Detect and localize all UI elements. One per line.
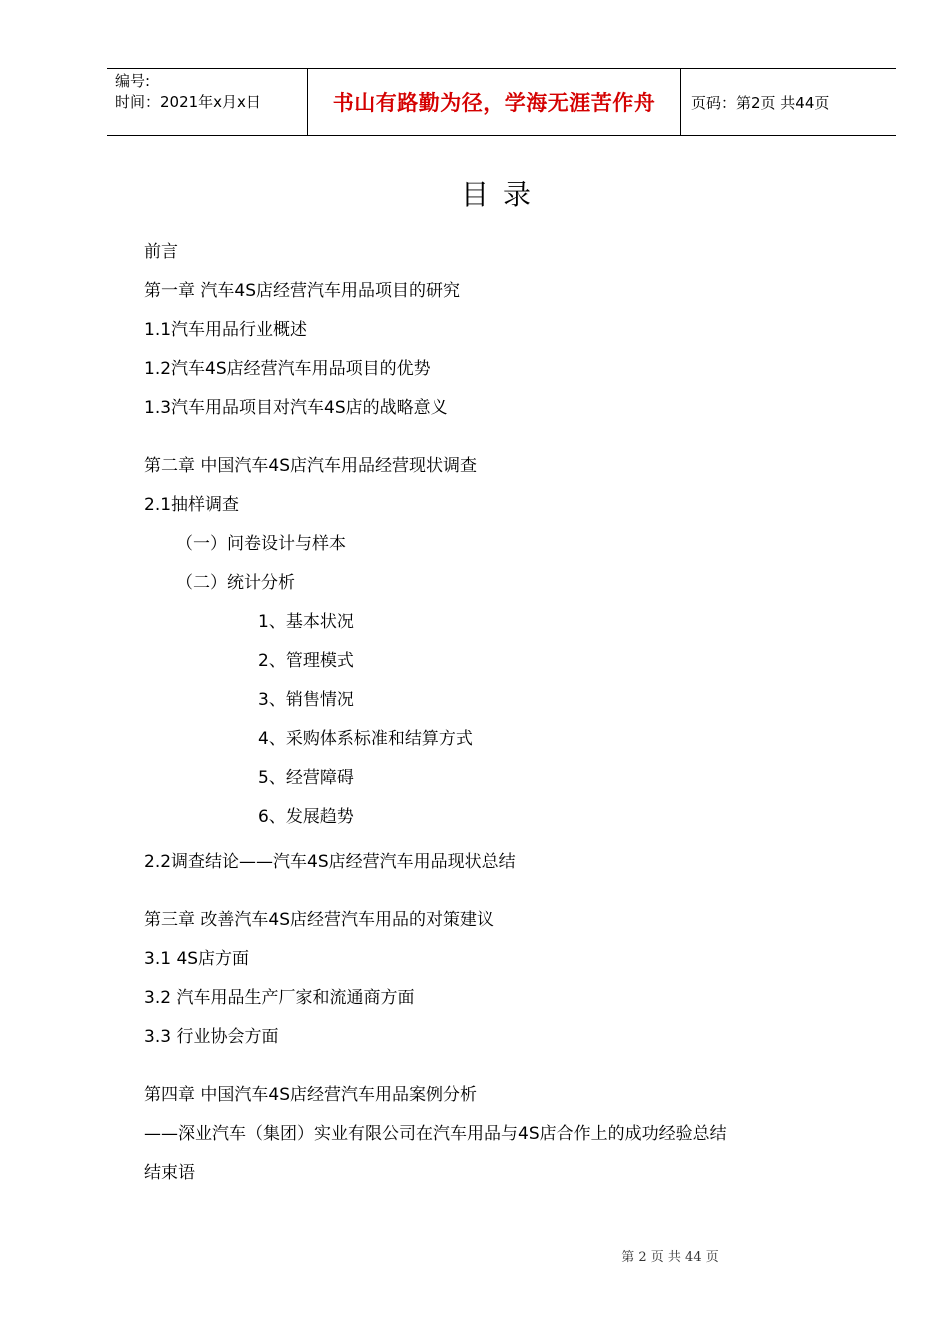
page-title: 目录 <box>460 178 545 211</box>
header-motto: 书山有路勤为径，学海无涯苦作舟 <box>308 69 681 135</box>
page-header <box>107 68 896 136</box>
toc-item-2-1-b-6: 6、发展趋势 <box>258 807 354 827</box>
number-label: 编号: <box>115 72 151 90</box>
toc-item-1-1: 1.1汽车用品行业概述 <box>144 320 308 340</box>
toc-item-3-1: 3.1 4S店方面 <box>144 949 250 969</box>
toc-item-2-2: 2.2调查结论——汽车4S店经营汽车用品现状总结 <box>144 852 516 872</box>
header-page-info: 页码：第2页 共44页 <box>691 93 830 112</box>
toc-item-2-1: 2.1抽样调查 <box>144 495 240 515</box>
toc-item-1-3: 1.3汽车用品项目对汽车4S店的战略意义 <box>144 398 448 418</box>
toc-item-preface: 前言 <box>144 242 178 262</box>
toc-item-3-2: 3.2 汽车用品生产厂家和流通商方面 <box>144 988 415 1008</box>
toc-item-chapter-4-subtitle: ——深业汽车（集团）实业有限公司在汽车用品与4S店合作上的成功经验总结 <box>144 1124 727 1144</box>
toc-item-2-1-b: （二）统计分析 <box>176 573 295 593</box>
toc-item-2-1-b-4: 4、采购体系标准和结算方式 <box>258 729 473 749</box>
toc-item-chapter-4: 第四章 中国汽车4S店经营汽车用品案例分析 <box>144 1085 478 1105</box>
toc-item-1-2: 1.2汽车4S店经营汽车用品项目的优势 <box>144 359 431 379</box>
page-footer: 第 2 页 共 44 页 <box>621 1250 719 1265</box>
time-label: 时间：2021年x月x日 <box>115 93 261 111</box>
toc-item-2-1-b-5: 5、经营障碍 <box>258 768 354 788</box>
toc-item-chapter-3: 第三章 改善汽车4S店经营汽车用品的对策建议 <box>144 910 495 930</box>
toc-item-2-1-a: （一）问卷设计与样本 <box>176 534 346 554</box>
header-left-cell <box>107 69 308 135</box>
toc-item-conclusion: 结束语 <box>144 1163 195 1183</box>
toc-item-2-1-b-1: 1、基本状况 <box>258 612 354 632</box>
toc-item-chapter-1: 第一章 汽车4S店经营汽车用品项目的研究 <box>144 281 461 301</box>
toc-item-2-1-b-2: 2、管理模式 <box>258 651 354 671</box>
toc-item-2-1-b-3: 3、销售情况 <box>258 690 354 710</box>
toc-item-chapter-2: 第二章 中国汽车4S店汽车用品经营现状调查 <box>144 456 478 476</box>
toc-item-3-3: 3.3 行业协会方面 <box>144 1027 279 1047</box>
